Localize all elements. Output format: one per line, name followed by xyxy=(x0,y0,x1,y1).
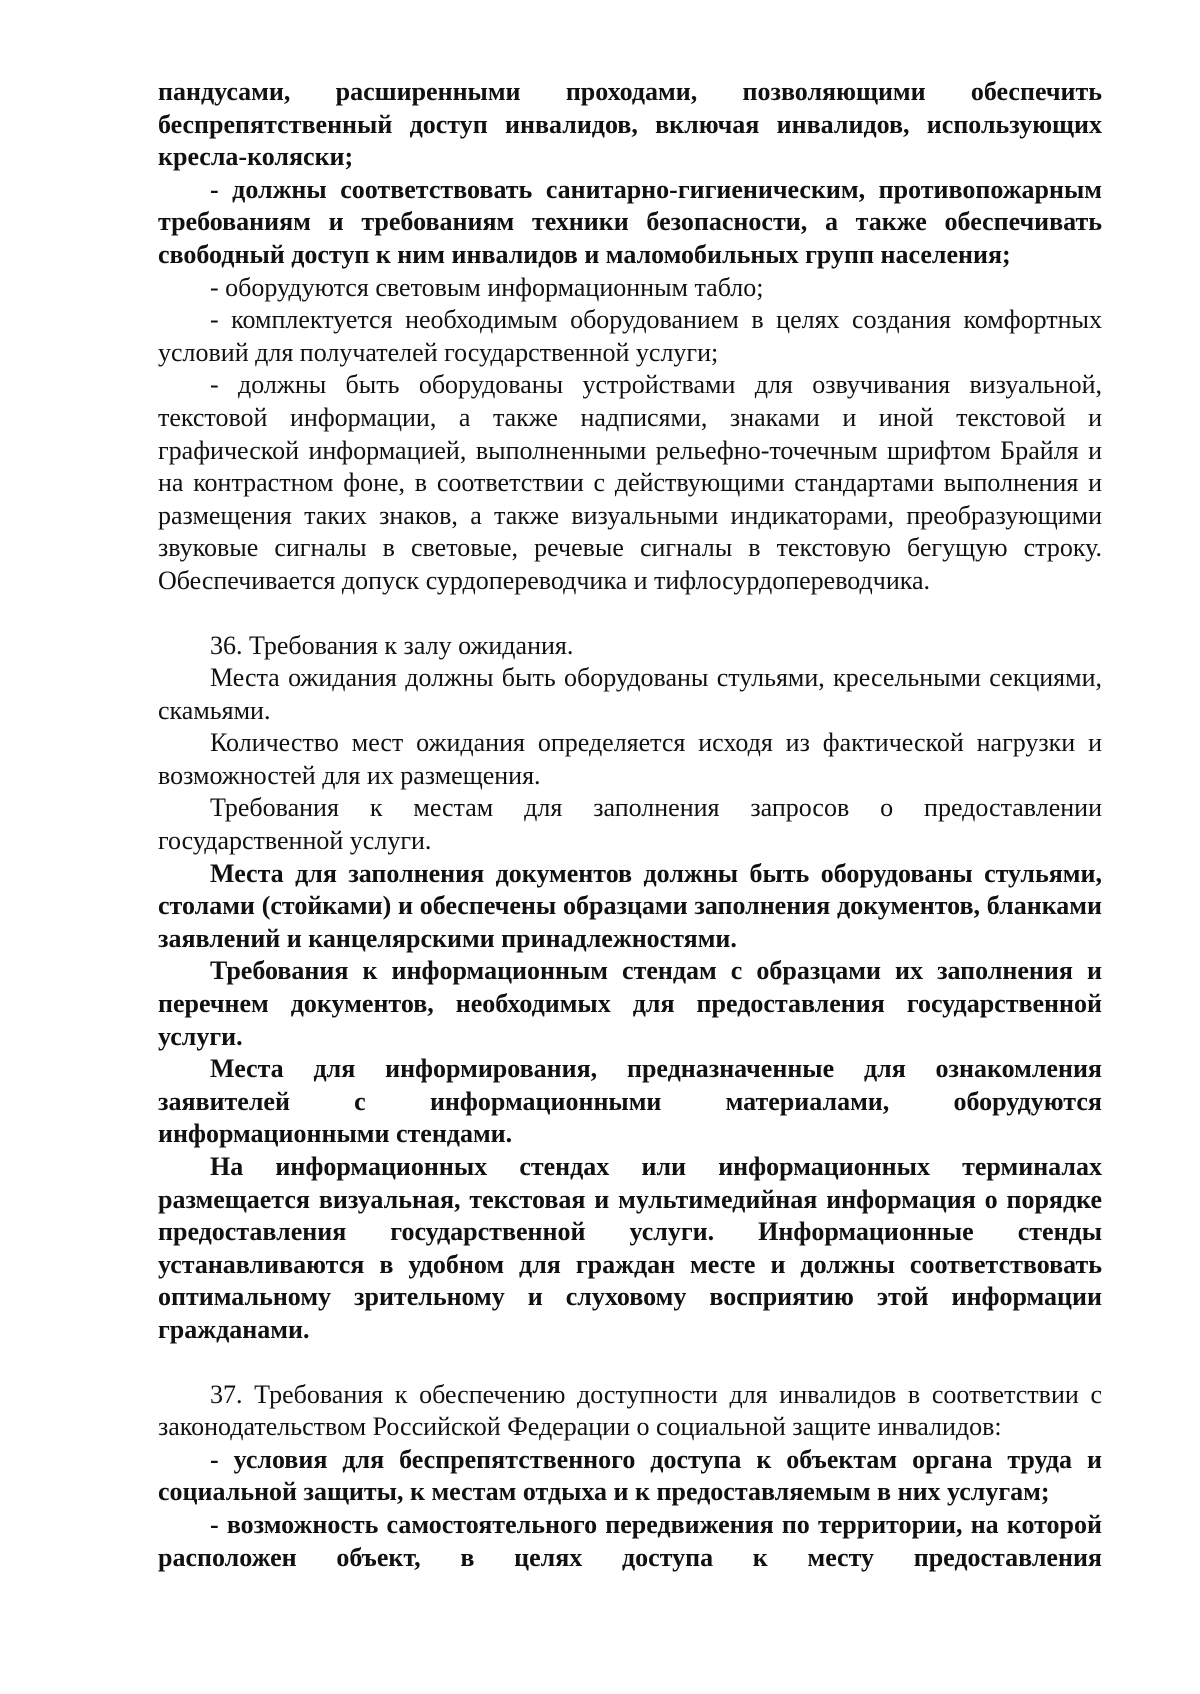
paragraph: Места для информирования, предназначенные для ознакомления заявителей с информационными материалами, оборудуются информационными стендами. xyxy=(158,1054,1102,1149)
paragraph: - должны быть оборудованы устройствами для озвучивания визуальной, текстовой информации, а также надписями, знаками и иной текстовой и графической информацией, выполненными рельефно-точечным шрифтом Брайля и на контрастном фоне, в соответствии с действующими стандартами выполнения и размещения таких знаков, а также визуальными индикаторами, преобразующими звуковые сигналы в световые, речевые сигналы в текстовую бегущую строку. Обеспечивается допуск сурдопереводчика и тифлосурдопереводчика. xyxy=(158,370,1102,595)
section-heading: 37. Требования к обеспечению доступности для инвалидов в соответствии с законодательством Российской Федерации о социальной защите инвалидов: xyxy=(158,1379,1102,1442)
paragraph: На информационных стендах или информационных терминалах размещается визуальная, текстовая и мультимедийная информация о порядке предоставления государственной услуги. Информационные стенды устанавливаются в удобном для граждан месте и должны соответствовать оптимальному зрительному и слуховому восприятию этой информации гражданами. xyxy=(158,1152,1102,1344)
paragraph: Места для заполнения документов должны быть оборудованы стульями, столами (стойками) и обеспечены образцами заполнения документов, бланками заявлений и канцелярскими принадлежностями. xyxy=(158,858,1102,953)
paragraph: - комплектуется необходимым оборудованием в целях создания комфортных условий для получателей государственной услуги; xyxy=(158,305,1102,367)
paragraph: - возможность самостоятельного передвижения по территории, на которой расположен объект, в целях доступа к месту предоставления xyxy=(158,1509,1102,1572)
paragraph: Требования к информационным стендам с образцами их заполнения и перечнем документов, необходимых для предоставления государственной услуги. xyxy=(158,956,1102,1051)
paragraph: Места ожидания должны быть оборудованы стульями, кресельными секциями, скамьями. xyxy=(158,663,1102,725)
section-37-accessibility xyxy=(158,1379,1102,1575)
section-heading: 36. Требования к залу ожидания. xyxy=(210,630,574,660)
paragraph: Количество мест ожидания определяется исходя из фактической нагрузки и возможностей для их размещения. xyxy=(158,728,1102,790)
document-page xyxy=(158,76,1102,1574)
paragraph: Требования к местам для заполнения запросов о предоставлении государственной услуги. xyxy=(158,793,1102,856)
paragraph: - условия для беспрепятственного доступа к объектам органа труда и социальной защиты, к местам отдыха и к предоставляемым в них услугам; xyxy=(158,1444,1102,1507)
section-36-waiting-room xyxy=(158,630,1102,1347)
section-entrance-requirements xyxy=(158,76,1102,598)
paragraph: пандусами, расширенными проходами, позволяющими обеспечить беспрепятственный доступ инвалидов, включая инвалидов, использующих кресла-коляски; xyxy=(158,77,1102,172)
paragraph: - оборудуются световым информационным табло; xyxy=(210,272,764,302)
paragraph: - должны соответствовать санитарно-гигиеническим, противопожарным требованиям и требованиям техники безопасности, а также обеспечивать свободный доступ к ним инвалидов и маломобильных групп населения; xyxy=(158,174,1102,269)
